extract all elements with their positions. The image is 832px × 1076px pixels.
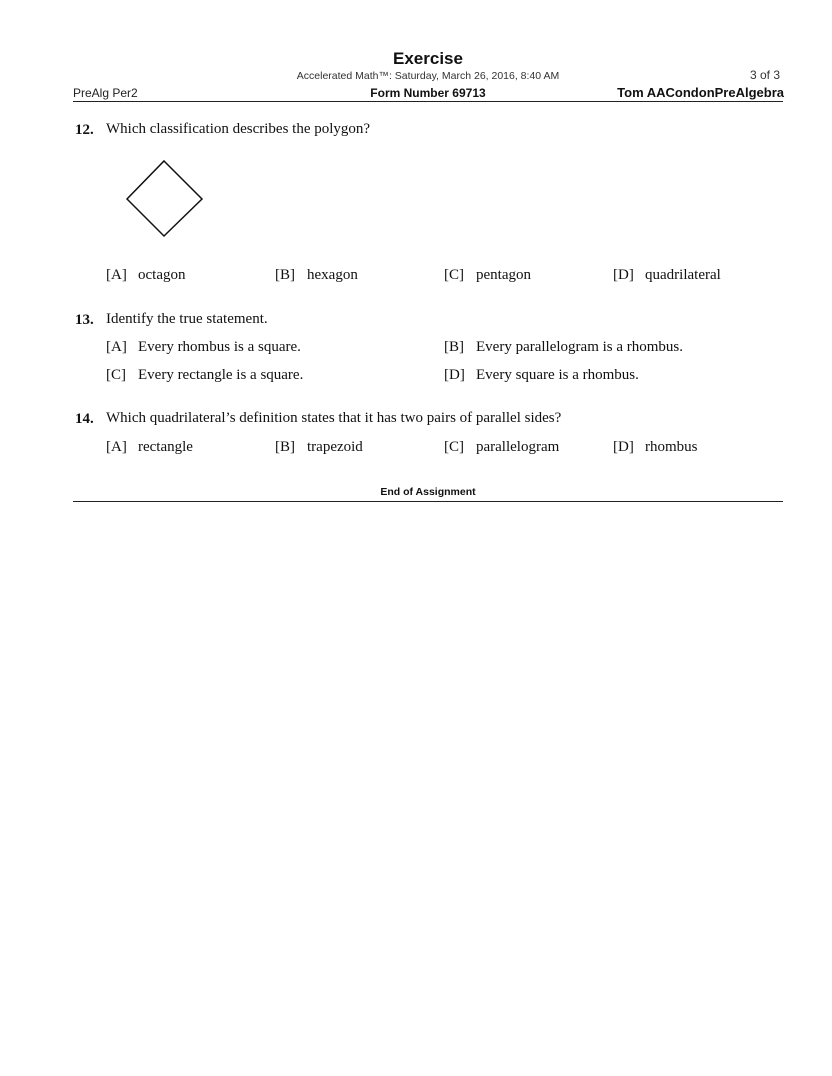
option-text: pentagon <box>476 267 531 283</box>
option-letter: [B] <box>444 339 464 355</box>
option-b[interactable] <box>275 439 363 456</box>
option-letter: [B] <box>275 439 295 455</box>
option-d[interactable] <box>613 267 721 284</box>
footer-divider <box>73 501 783 502</box>
option-c[interactable] <box>444 267 531 284</box>
option-letter: [C] <box>106 367 126 383</box>
option-text: parallelogram <box>476 439 560 455</box>
question-text: Which classification describes the polygon? <box>106 121 371 137</box>
option-b[interactable] <box>275 267 358 284</box>
page-title: Exercise <box>393 49 463 68</box>
option-letter: [B] <box>275 267 295 283</box>
option-letter: [A] <box>106 267 127 283</box>
option-c[interactable] <box>444 439 559 456</box>
question-text: Identify the true statement. <box>106 311 268 327</box>
option-d[interactable] <box>444 367 639 384</box>
question-number: 13. <box>75 312 94 328</box>
question-number: 12. <box>75 122 94 138</box>
option-text: Every rhombus is a square. <box>138 339 301 355</box>
question-13 <box>75 311 94 329</box>
option-a[interactable] <box>106 267 185 284</box>
option-a[interactable] <box>106 439 193 456</box>
question-12 <box>75 121 94 139</box>
option-text: Every parallelogram is a rhombus. <box>476 339 684 355</box>
option-letter: [D] <box>613 267 634 283</box>
student-name: Tom AACondonPreAlgebra <box>617 85 784 100</box>
end-of-assignment: End of Assignment <box>380 486 476 498</box>
option-d[interactable] <box>613 439 698 456</box>
option-letter: [D] <box>613 439 634 455</box>
option-text: quadrilateral <box>645 267 721 283</box>
question-14 <box>75 410 94 428</box>
option-letter: [A] <box>106 439 127 455</box>
option-letter: [C] <box>444 439 464 455</box>
diamond-shape <box>127 161 202 236</box>
option-text: rectangle <box>138 439 193 455</box>
option-b[interactable] <box>444 339 683 356</box>
question-text: Which quadrilateral’s definition states that it has two pairs of parallel sides? <box>106 410 562 426</box>
page-number: 3 of 3 <box>749 68 780 82</box>
class-name: PreAlg Per2 <box>73 86 138 100</box>
polygon-figure <box>120 156 210 242</box>
option-letter: [C] <box>444 267 464 283</box>
header-divider <box>73 101 783 102</box>
option-c[interactable] <box>106 367 303 384</box>
option-text: rhombus <box>645 439 698 455</box>
option-text: octagon <box>138 267 186 283</box>
question-number: 14. <box>75 411 94 427</box>
form-number: Form Number 69713 <box>370 86 486 100</box>
option-text: Every square is a rhombus. <box>476 367 639 383</box>
option-text: trapezoid <box>307 439 363 455</box>
option-a[interactable] <box>106 339 301 356</box>
subtitle: Accelerated Math™: Saturday, March 26, 2016, 8:40 AM <box>296 70 560 82</box>
option-letter: [D] <box>444 367 465 383</box>
option-letter: [A] <box>106 339 127 355</box>
option-text: hexagon <box>307 267 358 283</box>
option-text: Every rectangle is a square. <box>138 367 304 383</box>
